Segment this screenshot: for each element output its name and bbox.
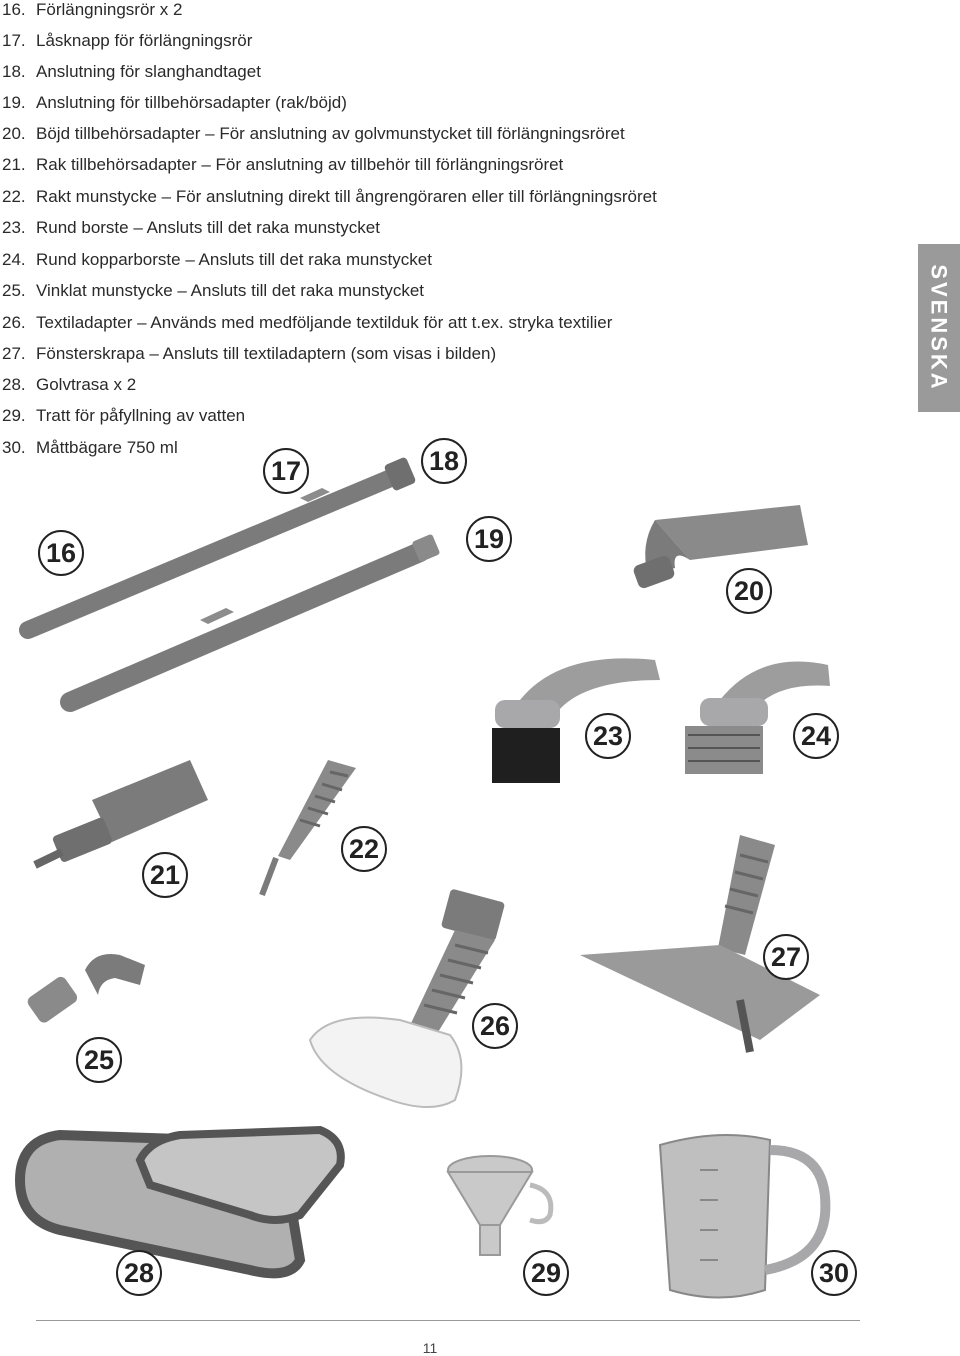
page-number: 11 bbox=[422, 1340, 438, 1356]
callout-17: 17 bbox=[263, 448, 309, 494]
round-brush-illustration bbox=[492, 658, 660, 783]
funnel-illustration bbox=[448, 1156, 551, 1255]
list-item: 27. Fönsterskrapa – Ansluts till textiladaptern (som visas i bilden) bbox=[2, 344, 497, 363]
floor-cloths-illustration bbox=[20, 1130, 341, 1273]
callout-23: 23 bbox=[585, 713, 631, 759]
footer-divider bbox=[36, 1320, 860, 1321]
callout-27: 27 bbox=[763, 934, 809, 980]
callout-25: 25 bbox=[76, 1037, 122, 1083]
callout-22: 22 bbox=[341, 826, 387, 872]
callout-20: 20 bbox=[726, 568, 772, 614]
list-item: 21. Rak tillbehörsadapter – För anslutning av tillbehör till förlängningsröret bbox=[2, 155, 564, 174]
callout-24: 24 bbox=[793, 713, 839, 759]
list-item: 19. Anslutning för tillbehörsadapter (rak/böjd) bbox=[2, 93, 347, 112]
callout-26: 26 bbox=[472, 1003, 518, 1049]
straight-adapter-illustration bbox=[35, 760, 208, 865]
list-item: 30. Måttbägare 750 ml bbox=[2, 438, 178, 457]
list-item: 25. Vinklat munstycke – Ansluts till det raka munstycket bbox=[2, 281, 425, 300]
list-item: 16. Förlängningsrör x 2 bbox=[2, 0, 183, 19]
list-item: 18. Anslutning för slanghandtaget bbox=[2, 62, 261, 81]
callout-28: 28 bbox=[116, 1250, 162, 1296]
list-item: 26. Textiladapter – Används med medföljande textilduk för att t.ex. stryka textilier bbox=[2, 313, 613, 332]
bent-adapter-illustration bbox=[632, 505, 808, 590]
angled-nozzle-illustration bbox=[25, 954, 145, 1025]
callout-19: 19 bbox=[466, 516, 512, 562]
callout-16: 16 bbox=[38, 530, 84, 576]
list-item: 22. Rakt munstycke – För anslutning direkt till ångrengöraren eller till förlängningsröret bbox=[2, 187, 657, 206]
list-item: 23. Rund borste – Ansluts till det raka munstycket bbox=[2, 218, 380, 237]
measuring-cup-illustration bbox=[660, 1135, 825, 1297]
textile-adapter-illustration bbox=[310, 888, 505, 1107]
callout-21: 21 bbox=[142, 852, 188, 898]
callout-18: 18 bbox=[421, 438, 467, 484]
list-item: 17. Låsknapp för förlängningsrör bbox=[2, 31, 253, 50]
list-item: 20. Böjd tillbehörsadapter – För anslutning av golvmunstycket till förlängningsröret bbox=[2, 124, 625, 143]
list-item: 29. Tratt för påfyllning av vatten bbox=[2, 406, 246, 425]
straight-nozzle-illustration bbox=[262, 760, 356, 895]
callout-30: 30 bbox=[811, 1250, 857, 1296]
list-item: 28. Golvtrasa x 2 bbox=[2, 375, 137, 394]
language-tab-label: SVENSKA bbox=[927, 264, 953, 392]
extension-tubes-illustration bbox=[28, 456, 440, 702]
callout-29: 29 bbox=[523, 1250, 569, 1296]
list-item: 24. Rund kopparborste – Ansluts till det raka munstycket bbox=[2, 250, 432, 269]
